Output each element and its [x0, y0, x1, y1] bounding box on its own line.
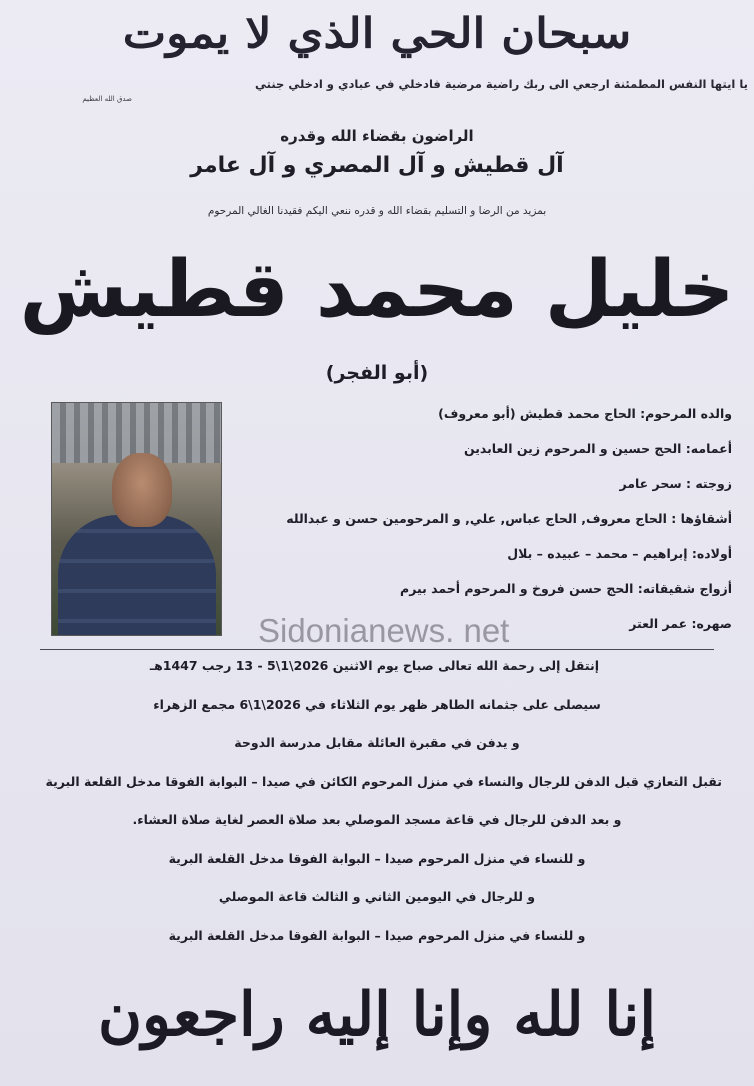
- quran-verse: يا ايتها النفس المطمئنة ارجعي الى ربك راضية مرضية فادخلي في عبادي و ادخلي جنتي: [255, 77, 748, 91]
- deceased-nickname: (أبو الفجر): [325, 362, 429, 384]
- deceased-name: خليل محمد قطيش: [19, 245, 735, 335]
- family-father: والده المرحوم: الحاج محمد قطيش (أبو معروف): [438, 406, 732, 421]
- detail-condolence-women: و للنساء في منزل المرحوم صيدا – البوابة الفوقا مدخل القلعة البرية: [168, 850, 586, 866]
- header-calligraphy: سبحان الحي الذي لا يموت: [122, 8, 632, 58]
- photo-head: [112, 453, 172, 527]
- footer-calligraphy: إنا لله وإنا إليه راجعون: [97, 980, 657, 1050]
- family-siblings: أشقاؤها : الحاج معروف, الحاج عباس, علي, و المرحومين حسن و عبدالله: [286, 511, 732, 526]
- verse-note: صدق الله العظيم: [82, 95, 132, 103]
- family-wife: زوجته : سحر عامر: [619, 476, 732, 491]
- detail-burial: و يدفن في مقبرة العائلة مقابل مدرسة الدوحة: [234, 735, 520, 750]
- detail-condolence-men: و بعد الدفن للرجال في قاعة مسجد الموصلي بعد صلاة العصر لغاية صلاة العشاء.: [132, 812, 622, 827]
- families-line: آل قطيش و آل المصري و آل عامر: [190, 153, 564, 178]
- watermark: Sidonianews. net: [258, 612, 510, 649]
- deceased-photo: [51, 402, 222, 636]
- detail-days-men: و للرجال في اليومين الثاني و الثالث قاعة الموصلي: [218, 889, 536, 904]
- family-son-in-law: صهره: عمر العتر: [629, 616, 732, 631]
- family-brothers-in-law: أزواج شقيقاته: الحج حسن فروخ و المرحوم أحمد بيرم: [400, 581, 732, 596]
- detail-death-date: إنتقل إلى رحمة الله تعالى صباح يوم الاثنين 2026\1\5 - 13 رجب 1447هـ: [149, 658, 599, 673]
- photo-body: [58, 515, 216, 636]
- funeral-details: [0, 655, 754, 963]
- detail-condolence-before: تقبل التعازي قبل الدفن للرجال والنساء في منزل المرحوم الكائن في صيدا – البوابة الفوقا مدخل القلعة البرية: [45, 773, 722, 789]
- section-divider: [40, 649, 714, 650]
- family-uncles: أعمامه: الحج حسين و المرحوم زين العابدين: [463, 441, 732, 456]
- detail-prayer: سيصلى على جثمانه الطاهر ظهر يوم الثلاثاء في 2026\1\6 مجمع الزهراء: [153, 696, 601, 712]
- detail-days-women: و للنساء في منزل المرحوم صيدا – البوابة الفوقا مدخل القلعة البرية: [168, 927, 586, 943]
- family-children: أولاده: إبراهيم – محمد – عبيده – بلال: [507, 546, 732, 561]
- announcement-line: بمزيد من الرضا و التسليم بقضاء الله و قدره ننعي اليكم فقيدنا الغالي المرحوم: [207, 205, 547, 217]
- resigned-line: الراضون بقضاء الله وقدره: [280, 127, 474, 145]
